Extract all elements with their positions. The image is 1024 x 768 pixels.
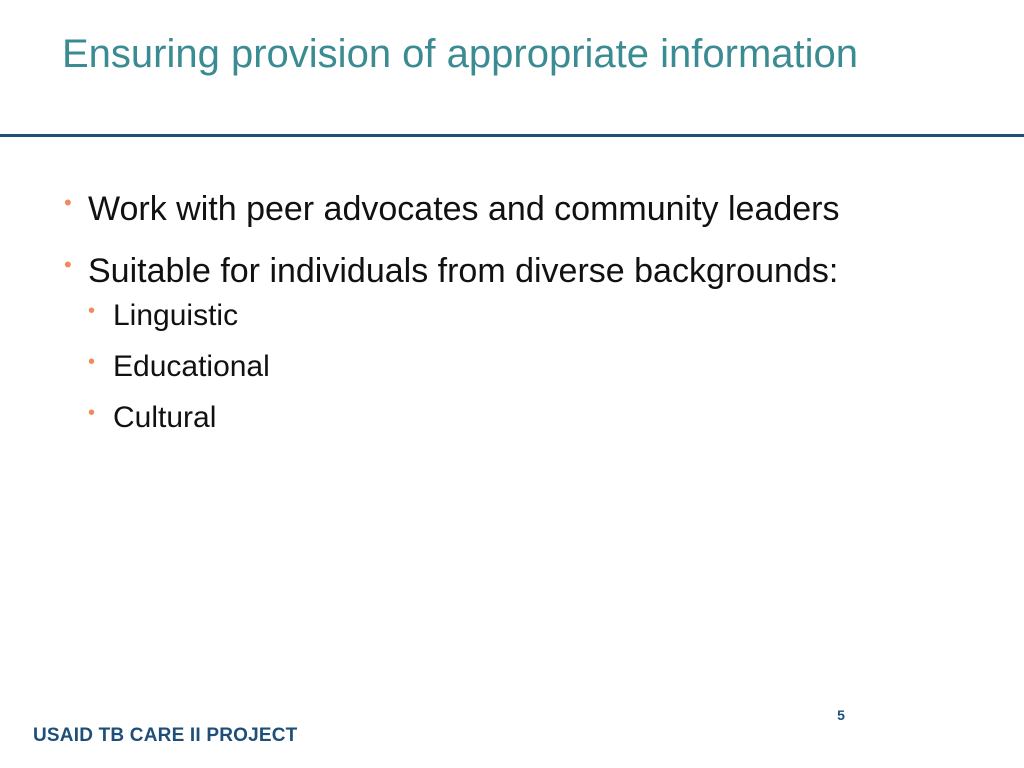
slide-title: Ensuring provision of appropriate information	[62, 32, 858, 76]
bullet-icon: •	[88, 300, 96, 322]
bullet-text: Suitable for individuals from diverse backgrounds:	[88, 252, 839, 290]
bullet-icon: •	[88, 402, 96, 424]
bullet-item	[60, 188, 1000, 230]
bullet-item	[60, 250, 1000, 436]
sub-bullet-text: Cultural	[113, 401, 217, 434]
title-divider	[0, 134, 1024, 137]
bullet-icon: •	[64, 190, 72, 215]
page-number: 5	[837, 707, 845, 723]
bullet-icon: •	[88, 351, 96, 373]
footer-logo: USAID TB CARE II PROJECT	[33, 725, 298, 746]
sub-bullet-item	[86, 298, 998, 334]
sub-bullet-text: Linguistic	[113, 299, 239, 332]
bullet-icon: •	[64, 252, 72, 277]
sub-bullet-item	[86, 349, 998, 385]
bullet-list	[60, 188, 1000, 456]
bullet-text: Work with peer advocates and community leaders	[88, 190, 840, 228]
sub-bullet-list	[86, 298, 998, 436]
sub-bullet-text: Educational	[113, 350, 270, 383]
sub-bullet-item	[86, 400, 998, 436]
